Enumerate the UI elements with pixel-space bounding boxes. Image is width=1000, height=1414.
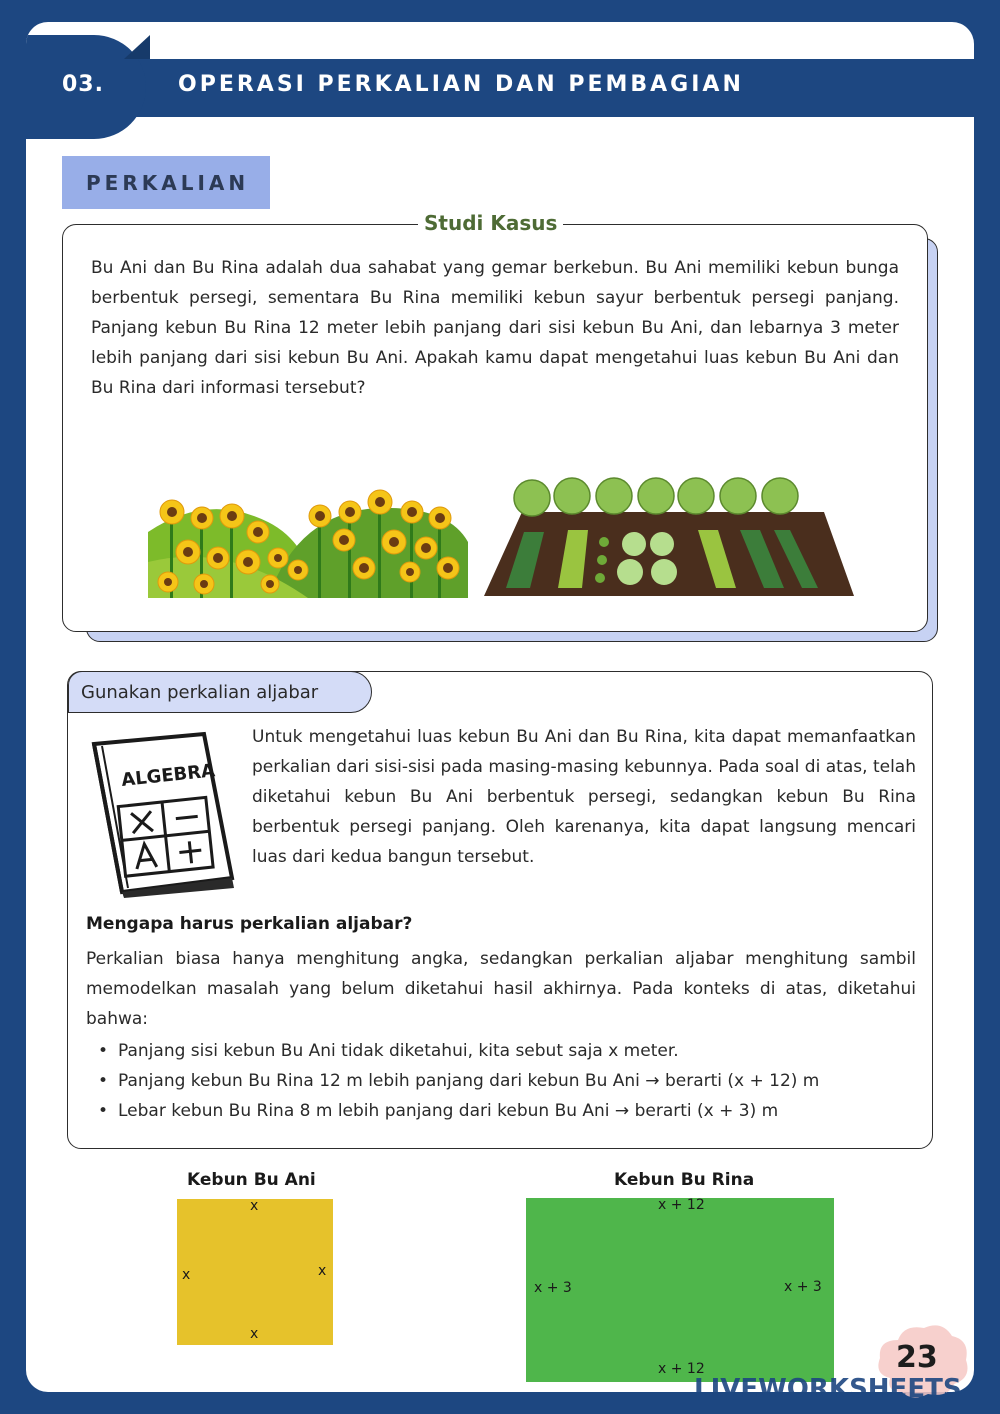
bullet-icon: •	[98, 1071, 109, 1091]
list-item: • Lebar kebun Bu Rina 8 m lebih panjang dari kebun Bu Ani → berarti (x + 3) m	[98, 1096, 928, 1126]
algebra-heading: Mengapa harus perkalian aljabar?	[86, 914, 413, 934]
rina-diagram-title: Kebun Bu Rina	[614, 1170, 755, 1190]
algebra-book-icon	[84, 730, 242, 900]
list-item: • Panjang sisi kebun Bu Ani tidak diketahui, kita sebut saja x meter.	[98, 1036, 928, 1066]
vegetable-garden-illustration	[484, 472, 854, 598]
rina-right-label: x + 3	[784, 1279, 822, 1295]
ani-bottom-label: x	[250, 1326, 259, 1342]
chapter-title: OPERASI PERKALIAN DAN PEMBAGIAN	[178, 72, 744, 97]
case-study-title: Studi Kasus	[418, 211, 563, 235]
rina-left-label: x + 3	[534, 1280, 572, 1296]
ani-left-label: x	[182, 1267, 191, 1283]
liveworksheets-watermark: LIVEWORKSHEETS	[694, 1374, 962, 1404]
chapter-number: 03.	[62, 72, 104, 97]
list-item: • Panjang kebun Bu Rina 12 m lebih panjang dari kebun Bu Ani → berarti (x + 12) m	[98, 1066, 928, 1096]
worksheet-page	[26, 22, 974, 1392]
ani-square-diagram	[177, 1199, 333, 1345]
ani-top-label: x	[250, 1198, 259, 1214]
header-fold	[124, 35, 150, 59]
page-number: 23	[896, 1340, 938, 1375]
rina-bottom-label: x + 12	[658, 1361, 705, 1377]
algebra-pill-label: Gunakan perkalian aljabar	[68, 671, 372, 713]
algebra-explanation-text: Perkalian biasa hanya menghitung angka, sedangkan perkalian aljabar menghitung sambil memodelkan masalah yang belum diketahui hasil akhirnya. Pada konteks di atas, diketahui bahwa:	[86, 949, 916, 1029]
bullet-icon: •	[98, 1041, 109, 1061]
sunflower-garden-illustration	[148, 472, 468, 598]
case-study-text: Bu Ani dan Bu Rina adalah dua sahabat yang gemar berkebun. Bu Ani memiliki kebun bunga berbentuk persegi, sementara Bu Rina memiliki kebun sayur berbentuk persegi panjang. Panjang kebun Bu Rina 12 meter lebih panjang dari sisi kebun Bu Ani, dan lebarnya 3 meter lebih panjang dari sisi kebun Bu Ani. Apakah kamu dapat mengetahui luas kebun Bu Ani dan Bu Rina dari informasi tersebut?	[91, 258, 899, 398]
algebra-bullet-list	[98, 1036, 928, 1126]
bullet-icon: •	[98, 1101, 109, 1121]
rina-top-label: x + 12	[658, 1197, 705, 1213]
book-label: ALGEBRA	[120, 760, 216, 791]
ani-right-label: x	[318, 1263, 327, 1279]
section-label: PERKALIAN	[62, 156, 270, 209]
algebra-intro-text: Untuk mengetahui luas kebun Bu Ani dan Bu Rina, kita dapat memanfaatkan perkalian dari sisi-sisi pada masing-masing kebunnya. Pada soal di atas, telah diketahui kebun Bu Ani berbentuk persegi, sedangkan kebun Bu Rina berbentuk persegi panjang. Oleh karenanya, kita dapat langsung mencari luas dari kedua bangun tersebut.	[252, 727, 916, 867]
ani-diagram-title: Kebun Bu Ani	[187, 1170, 316, 1190]
